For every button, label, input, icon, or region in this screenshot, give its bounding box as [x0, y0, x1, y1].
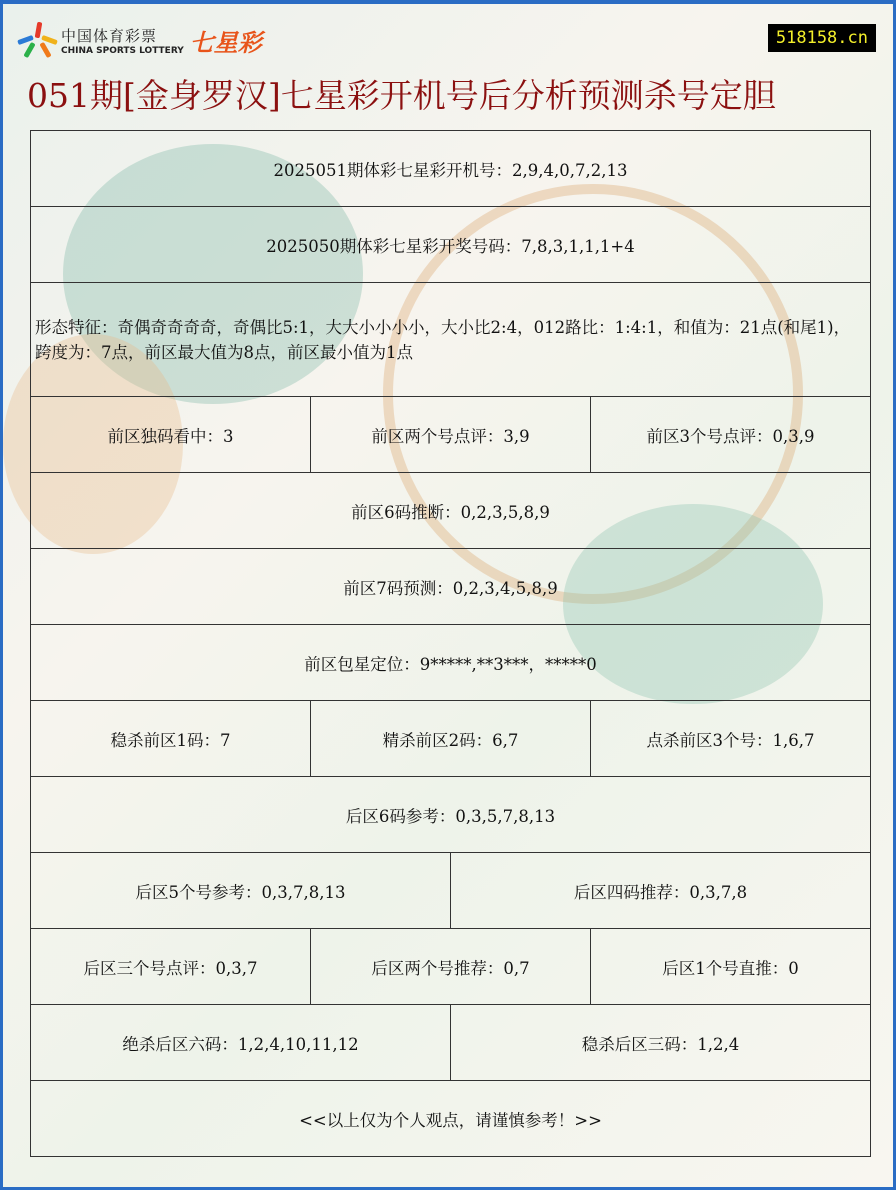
last-result-cell: 2025050期体彩七星彩开奖号码：7,8,3,1,1,1+4	[31, 207, 871, 283]
table-cell: 稳杀前区1码：7	[31, 701, 311, 777]
table-cell: 后区5个号参考：0,3,7,8,13	[31, 853, 451, 929]
table-cell: 精杀前区2码：6,7	[311, 701, 591, 777]
table-cell: 前区3个号点评：0,3,9	[591, 397, 871, 473]
china-sports-lottery-logo	[21, 22, 262, 58]
table-cell: 稳杀后区三码：1,2,4	[451, 1005, 871, 1081]
table-cell: 后区6码参考：0,3,5,7,8,13	[31, 777, 871, 853]
table-cell: 后区1个号直推：0	[591, 929, 871, 1005]
table-cell: 前区两个号点评：3,9	[311, 397, 591, 473]
pattern-cell: 形态特征：奇偶奇奇奇奇，奇偶比5:1，大大小小小小，大小比2:4，012路比：1:4:1，和值为：21点(和尾1)，跨度为：7点，前区最大值为8点，前区最小值为1点	[31, 283, 871, 397]
disclaimer-cell: <<以上仅为个人观点，请谨慎参考！>>	[31, 1081, 871, 1157]
logo-en-text: CHINA SPORTS LOTTERY	[61, 45, 184, 56]
page-title: 051期[金身罗汉]七星彩开机号后分析预测杀号定胆	[27, 76, 776, 115]
table-cell: 后区四码推荐：0,3,7,8	[451, 853, 871, 929]
table-cell: 后区三个号点评：0,3,7	[31, 929, 311, 1005]
logo-brand-text: 七星彩	[189, 28, 262, 57]
logo-cn-text: 中国体育彩票	[61, 26, 158, 45]
table-cell: 前区6码推断：0,2,3,5,8,9	[31, 473, 871, 549]
table-cell: 前区包星定位：9*****,**3***，*****0	[31, 625, 871, 701]
lottery-star-icon	[21, 22, 57, 58]
table-cell: 后区两个号推荐：0,7	[311, 929, 591, 1005]
site-link[interactable]: 518158.cn	[768, 24, 876, 52]
table-cell: 绝杀后区六码：1,2,4,10,11,12	[31, 1005, 451, 1081]
table-cell: 前区7码预测：0,2,3,4,5,8,9	[31, 549, 871, 625]
table-cell: 前区独码看中：3	[31, 397, 311, 473]
prediction-table	[30, 130, 871, 1157]
draw-number-cell: 2025051期体彩七星彩开机号：2,9,4,0,7,2,13	[31, 131, 871, 207]
table-cell: 点杀前区3个号：1,6,7	[591, 701, 871, 777]
